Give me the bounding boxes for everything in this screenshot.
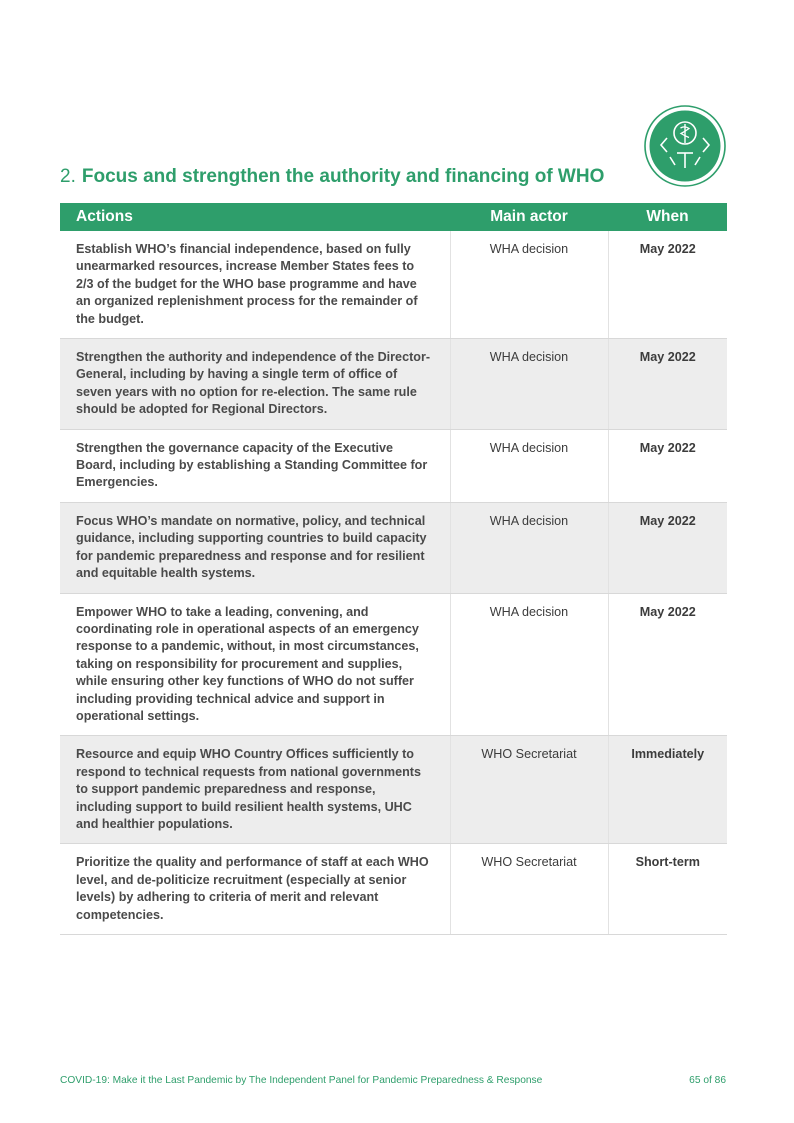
main-actor-cell: WHA decision <box>450 593 608 736</box>
when-cell: May 2022 <box>608 339 727 430</box>
table-row <box>60 339 727 430</box>
column-header-main-actor: Main actor <box>450 203 608 231</box>
main-actor-cell: WHA decision <box>450 429 608 502</box>
action-cell: Strengthen the authority and independence of the Director-General, including by having a single term of office of seven years with no option for re-election. The same rule should be adopted for Regional Directors. <box>60 339 450 430</box>
table-row <box>60 593 727 736</box>
footer-source: COVID-19: Make it the Last Pandemic by The Independent Panel for Pandemic Preparedness & Response <box>60 1075 543 1086</box>
main-actor-cell: WHO Secretariat <box>450 844 608 935</box>
column-header-actions: Actions <box>60 203 450 231</box>
action-cell: Resource and equip WHO Country Offices sufficiently to respond to technical requests from national governments to support pandemic preparedness and response, including support to build resilient health systems, UHC and healthier populations. <box>60 736 450 844</box>
main-actor-cell: WHA decision <box>450 339 608 430</box>
table-row <box>60 502 727 593</box>
table-row <box>60 429 727 502</box>
footer-page-number: 65 of 86 <box>689 1075 726 1086</box>
table-header-row <box>60 203 727 231</box>
table-row <box>60 736 727 844</box>
when-cell: May 2022 <box>608 231 727 339</box>
when-cell: May 2022 <box>608 502 727 593</box>
main-actor-cell: WHA decision <box>450 231 608 339</box>
table-row <box>60 231 727 339</box>
section-heading <box>60 166 740 188</box>
action-cell: Empower WHO to take a leading, convening, and coordinating role in operational aspects of an emergency response to a pandemic, without, in most circumstances, taking on responsibility for procurement and supplies, while ensuring other key functions of WHO do not suffer including providing technical advice and support in operational settings. <box>60 593 450 736</box>
column-header-when: When <box>608 203 727 231</box>
when-cell: May 2022 <box>608 429 727 502</box>
action-cell: Establish WHO’s financial independence, based on fully unearmarked resources, increase Member States fees to 2/3 of the budget for the WHO base programme and have an organized replenishment process for the remainder of the budget. <box>60 231 450 339</box>
action-cell: Prioritize the quality and performance of staff at each WHO level, and de-politicize recruitment (especially at senior levels) by adhering to criteria of merit and relevant competencies. <box>60 844 450 935</box>
when-cell: May 2022 <box>608 593 727 736</box>
action-cell: Focus WHO’s mandate on normative, policy, and technical guidance, including supporting countries to build capacity for pandemic preparedness and response and for resilient and equitable health systems. <box>60 502 450 593</box>
action-cell: Strengthen the governance capacity of the Executive Board, including by establishing a Standing Committee for Emergencies. <box>60 429 450 502</box>
table-row <box>60 844 727 935</box>
section-number: 2. <box>60 166 76 187</box>
when-cell: Short-term <box>608 844 727 935</box>
section-title: Focus and strengthen the authority and financing of WHO <box>81 166 605 187</box>
main-actor-cell: WHO Secretariat <box>450 736 608 844</box>
when-cell: Immediately <box>608 736 727 844</box>
actions-table <box>60 203 727 935</box>
main-actor-cell: WHA decision <box>450 502 608 593</box>
